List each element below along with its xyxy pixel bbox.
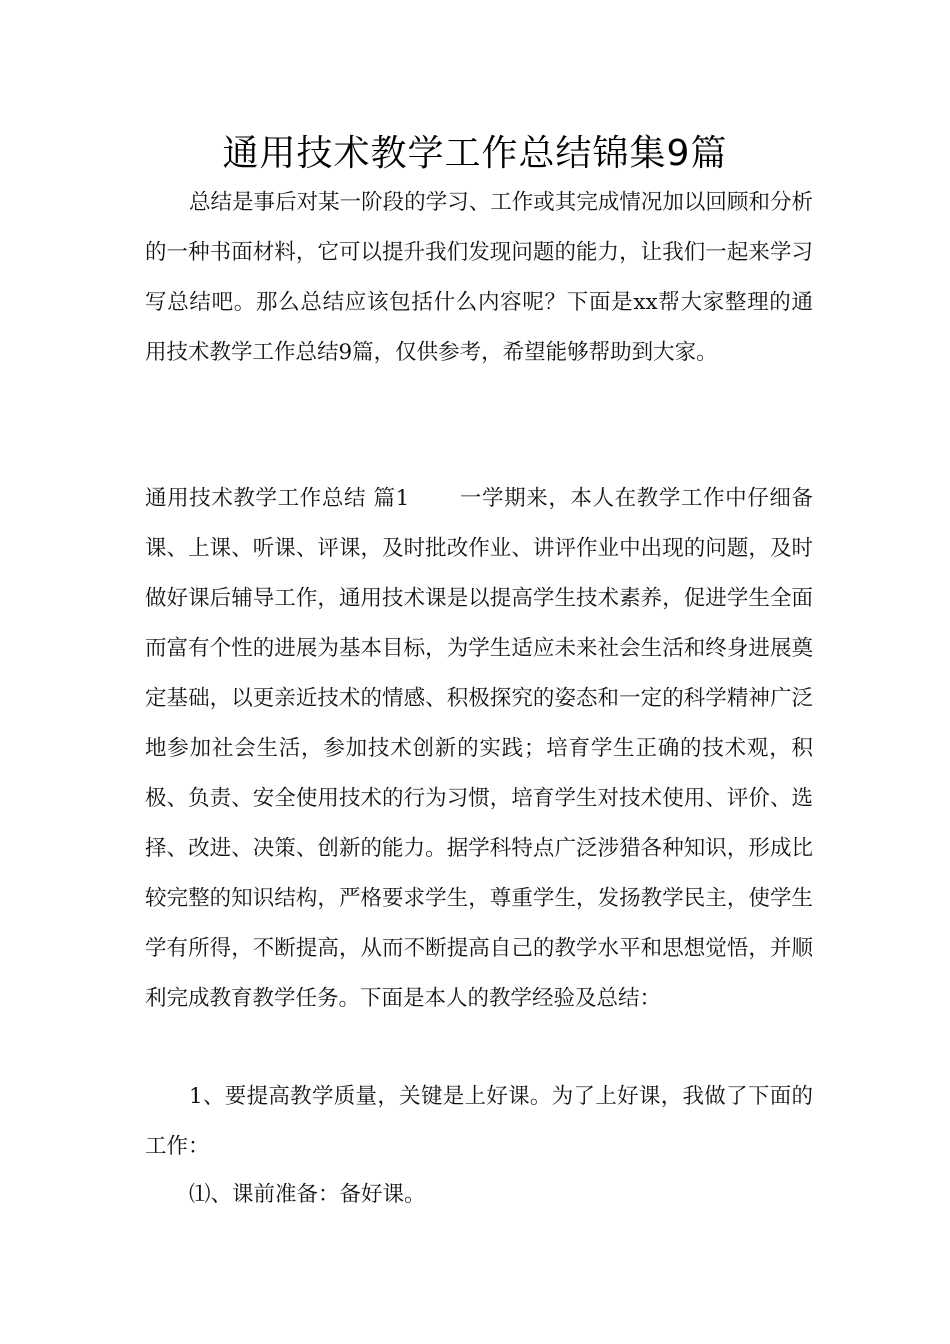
section1-paragraph [145,474,813,1024]
document-title: 通用技术教学工作总结锦集9篇 [222,133,728,174]
section1-heading: 通用技术教学工作总结 篇1 [145,486,410,511]
subitem1-paragraph: ⑴、课前准备：备好课。 [189,1182,426,1207]
intro-paragraph: 总结是事后对某一阶段的学习、工作或其完成情况加以回顾和分析的一种书面材料，它可以提升我们发现问题的能力，让我们一起来学习写总结吧。那么总结应该包括什么内容呢？下面是xx帮大家整理的通用技术教学工作总结9篇，仅供参考，希望能够帮助到大家。 [145,190,813,365]
item1-paragraph: 1、要提高教学质量，关键是上好课。为了上好课，我做了下面的工作： [145,1084,813,1159]
section1-body: 一学期来，本人在教学工作中仔细备课、上课、听课、评课，及时批改作业、讲评作业中出现的问题，及时做好课后辅导工作，通用技术课是以提高学生技术素养，促进学生全面而富有个性的进展为基本目标，为学生适应未来社会生活和终身进展奠定基础，以更亲近技术的情感、积极探究的姿态和一定的科学精神广泛地参加社会生活，参加技术创新的实践；培育学生正确的技术观，积极、负责、安全使用技术的行为习惯，培育学生对技术使用、评价、选择、改进、决策、创新的能力。据学科特点广泛涉猎各种知识，形成比较完整的知识结构，严格要求学生，尊重学生，发扬教学民主，使学生学有所得，不断提高，从而不断提高自己的教学水平和思想觉悟，并顺利完成教育教学任务。下面是本人的教学经验及总结： [145,486,813,1011]
